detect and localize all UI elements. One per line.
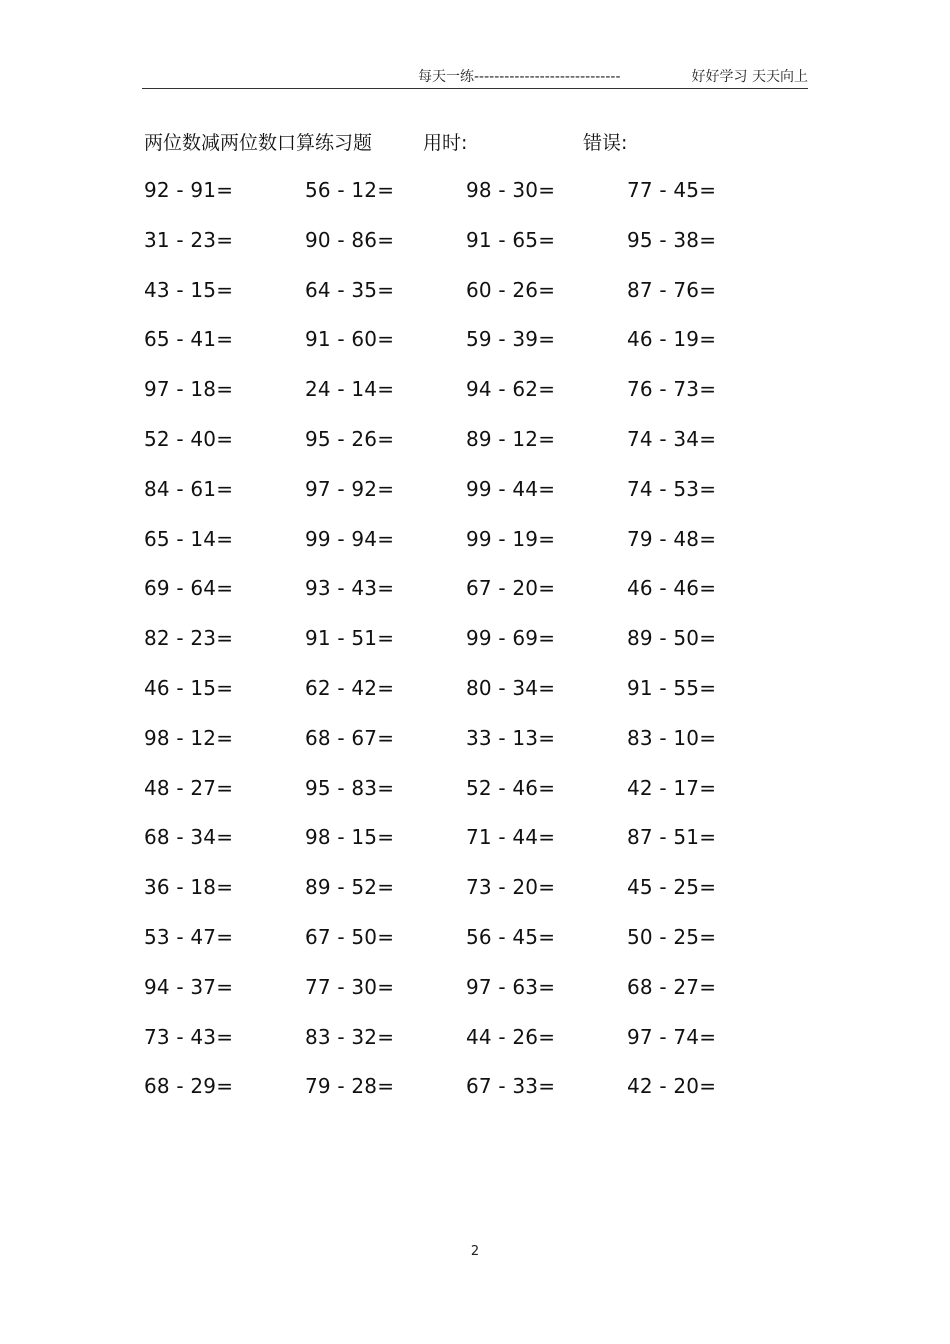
problem-item: 99 - 94= [305, 526, 395, 551]
problem-item: 74 - 34= [627, 426, 717, 451]
problem-item: 92 - 91= [144, 178, 234, 202]
problem-item: 52 - 46= [466, 775, 556, 800]
problem-item: 94 - 62= [466, 377, 556, 402]
problem-item: 79 - 48= [627, 526, 717, 551]
problem-item: 82 - 23= [144, 626, 234, 651]
problem-item: 68 - 67= [305, 725, 395, 750]
problem-item: 83 - 32= [305, 1024, 395, 1049]
problem-item: 60 - 26= [466, 277, 556, 302]
problem-item: 36 - 18= [144, 875, 234, 900]
problem-item: 77 - 30= [305, 974, 395, 999]
problem-item: 89 - 50= [627, 626, 717, 651]
problem-item: 46 - 15= [144, 675, 234, 700]
problem-item: 97 - 92= [305, 476, 395, 501]
problem-item: 99 - 69= [466, 626, 556, 651]
problem-item: 65 - 14= [144, 526, 234, 551]
problem-item: 45 - 25= [627, 875, 717, 900]
errors-label: 错误: [583, 132, 628, 154]
problem-item: 97 - 63= [466, 974, 556, 999]
problem-item: 50 - 25= [627, 924, 717, 949]
problem-item: 42 - 20= [627, 1074, 717, 1099]
problem-item: 98 - 15= [305, 825, 395, 850]
problem-item: 97 - 18= [144, 377, 234, 402]
header-divider [142, 88, 808, 89]
problem-item: 87 - 51= [627, 825, 717, 850]
problem-item: 33 - 13= [466, 725, 556, 750]
problem-item: 95 - 26= [305, 426, 395, 451]
problem-item: 87 - 76= [627, 277, 717, 302]
header-left-text: 每天一练----------------------------- [418, 69, 621, 85]
problem-item: 89 - 52= [305, 875, 395, 900]
problem-item: 62 - 42= [305, 675, 395, 700]
problem-item: 97 - 74= [627, 1024, 717, 1049]
problem-item: 73 - 20= [466, 875, 556, 900]
problem-item: 74 - 53= [627, 476, 717, 501]
problem-item: 68 - 34= [144, 825, 234, 850]
problem-item: 56 - 12= [305, 178, 395, 202]
problem-item: 59 - 39= [466, 327, 556, 352]
page-number: 2 [470, 1244, 480, 1259]
problem-item: 56 - 45= [466, 924, 556, 949]
problem-item: 31 - 23= [144, 227, 234, 252]
problem-item: 52 - 40= [144, 426, 234, 451]
problem-item: 94 - 37= [144, 974, 234, 999]
problem-item: 43 - 15= [144, 277, 234, 302]
problem-item: 99 - 19= [466, 526, 556, 551]
title-row [144, 128, 764, 158]
problem-item: 46 - 19= [627, 327, 717, 352]
problem-item: 69 - 64= [144, 576, 234, 601]
problem-item: 91 - 51= [305, 626, 395, 651]
problem-item: 84 - 61= [144, 476, 234, 501]
problem-item: 48 - 27= [144, 775, 234, 800]
problem-item: 68 - 27= [627, 974, 717, 999]
problem-item: 95 - 83= [305, 775, 395, 800]
problem-item: 93 - 43= [305, 576, 395, 601]
problem-item: 46 - 46= [627, 576, 717, 601]
problem-item: 65 - 41= [144, 327, 234, 352]
problem-item: 68 - 29= [144, 1074, 234, 1099]
header-right-text: 好好学习 天天向上 [691, 69, 808, 85]
problem-item: 24 - 14= [305, 377, 395, 402]
problem-item: 80 - 34= [466, 675, 556, 700]
problem-item: 42 - 17= [627, 775, 717, 800]
problem-item: 67 - 33= [466, 1074, 556, 1099]
problem-item: 67 - 50= [305, 924, 395, 949]
problem-item: 98 - 30= [466, 178, 556, 202]
problem-item: 83 - 10= [627, 725, 717, 750]
problem-item: 73 - 43= [144, 1024, 234, 1049]
problem-item: 98 - 12= [144, 725, 234, 750]
problem-item: 67 - 20= [466, 576, 556, 601]
problem-item: 71 - 44= [466, 825, 556, 850]
problem-item: 99 - 44= [466, 476, 556, 501]
problem-item: 77 - 45= [627, 178, 717, 202]
worksheet-title: 两位数减两位数口算练习题 [144, 132, 373, 154]
page-header [142, 66, 808, 88]
problem-item: 90 - 86= [305, 227, 395, 252]
problem-item: 91 - 60= [305, 327, 395, 352]
problem-item: 64 - 35= [305, 277, 395, 302]
problem-item: 44 - 26= [466, 1024, 556, 1049]
problem-item: 89 - 12= [466, 426, 556, 451]
problem-item: 95 - 38= [627, 227, 717, 252]
problem-grid [144, 176, 784, 1122]
problem-item: 53 - 47= [144, 924, 234, 949]
problem-item: 79 - 28= [305, 1074, 395, 1099]
time-label: 用时: [423, 132, 468, 154]
problem-item: 91 - 65= [466, 227, 556, 252]
problem-item: 76 - 73= [627, 377, 717, 402]
problem-item: 91 - 55= [627, 675, 717, 700]
